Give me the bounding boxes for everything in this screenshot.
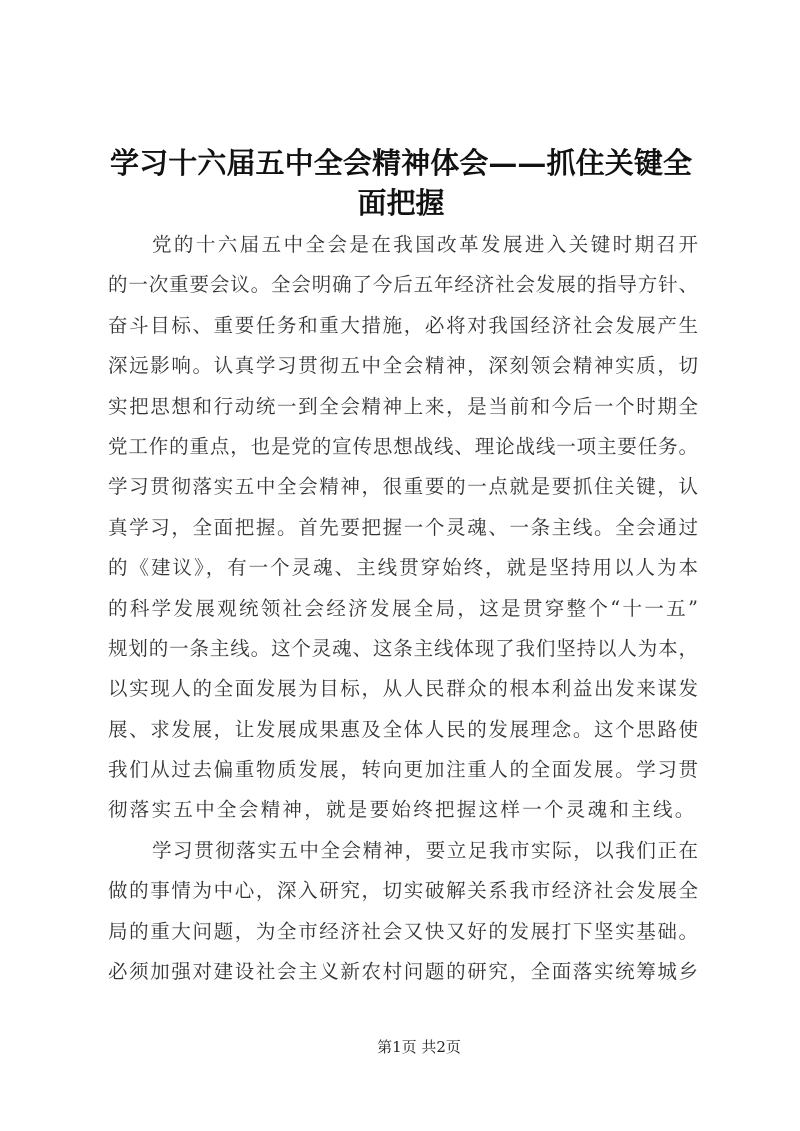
title-line-1: 学习十六届五中全会精神体会——抓住关键全 [110,146,692,180]
text-line: 党的十六届五中全会是在我国改革发展进入关键时期召开 [152,233,698,256]
text-line: 的一次重要会议。全会明确了今后五年经济社会发展的指导方针、 [108,273,698,297]
title-line-2: 面把握 [357,186,445,220]
text-line: 必须加强对建设社会主义新农村问题的研究，全面落实统筹城乡 [108,960,698,984]
text-line: 展、求发展，让发展成果惠及全体人民的发展理念。这个思路使 [108,717,698,741]
text-line: 的科学发展观统领社会经济发展全局，这是贯穿整个“十一五” [108,596,698,620]
text-line: 规划的一条主线。这个灵魂、这条主线体现了我们坚持以人为本， [108,636,698,660]
text-line: 以实现人的全面发展为目标，从人民群众的根本利益出发来谋发 [108,677,698,701]
text-line: 实把思想和行动统一到全会精神上来，是当前和今后一个时期全 [108,394,698,418]
text-line: 我们从过去偏重物质发展，转向更加注重人的全面发展。学习贯 [108,758,698,782]
text-line: 彻落实五中全会精神，就是要始终把握这样一个灵魂和主线。 [108,798,697,822]
paragraph-2 [108,831,698,993]
text-line: 深远影响。认真学习贯彻五中全会精神，深刻领会精神实质，切 [108,354,698,378]
text-line: 的《建议》，有一个灵魂、主线贯穿始终，就是坚持用以人为本 [108,556,698,580]
text-line: 局的重大问题，为全市经济社会又快又好的发展打下坚实基础。 [108,919,698,943]
text-line: 党工作的重点，也是党的宣传思想战线、理论战线一项主要任务。 [108,434,698,458]
text-line: 做的事情为中心，深入研究，切实破解关系我市经济社会发展全 [108,879,698,903]
text-line: 奋斗目标、重要任务和重大措施，必将对我国经济社会发展产生 [108,313,698,337]
document-title [110,143,692,223]
document-body [108,225,698,992]
text-line: 学习贯彻落实五中全会精神，要立足我市实际，以我们正在 [152,838,698,862]
text-line: 真学习，全面把握。首先要把握一个灵魂、一条主线。全会通过 [108,515,698,539]
page-footer: 第1页 共2页 [377,1038,461,1056]
paragraph-1 [108,225,698,831]
text-line: 学习贯彻落实五中全会精神，很重要的一点就是要抓住关键，认 [108,475,698,499]
